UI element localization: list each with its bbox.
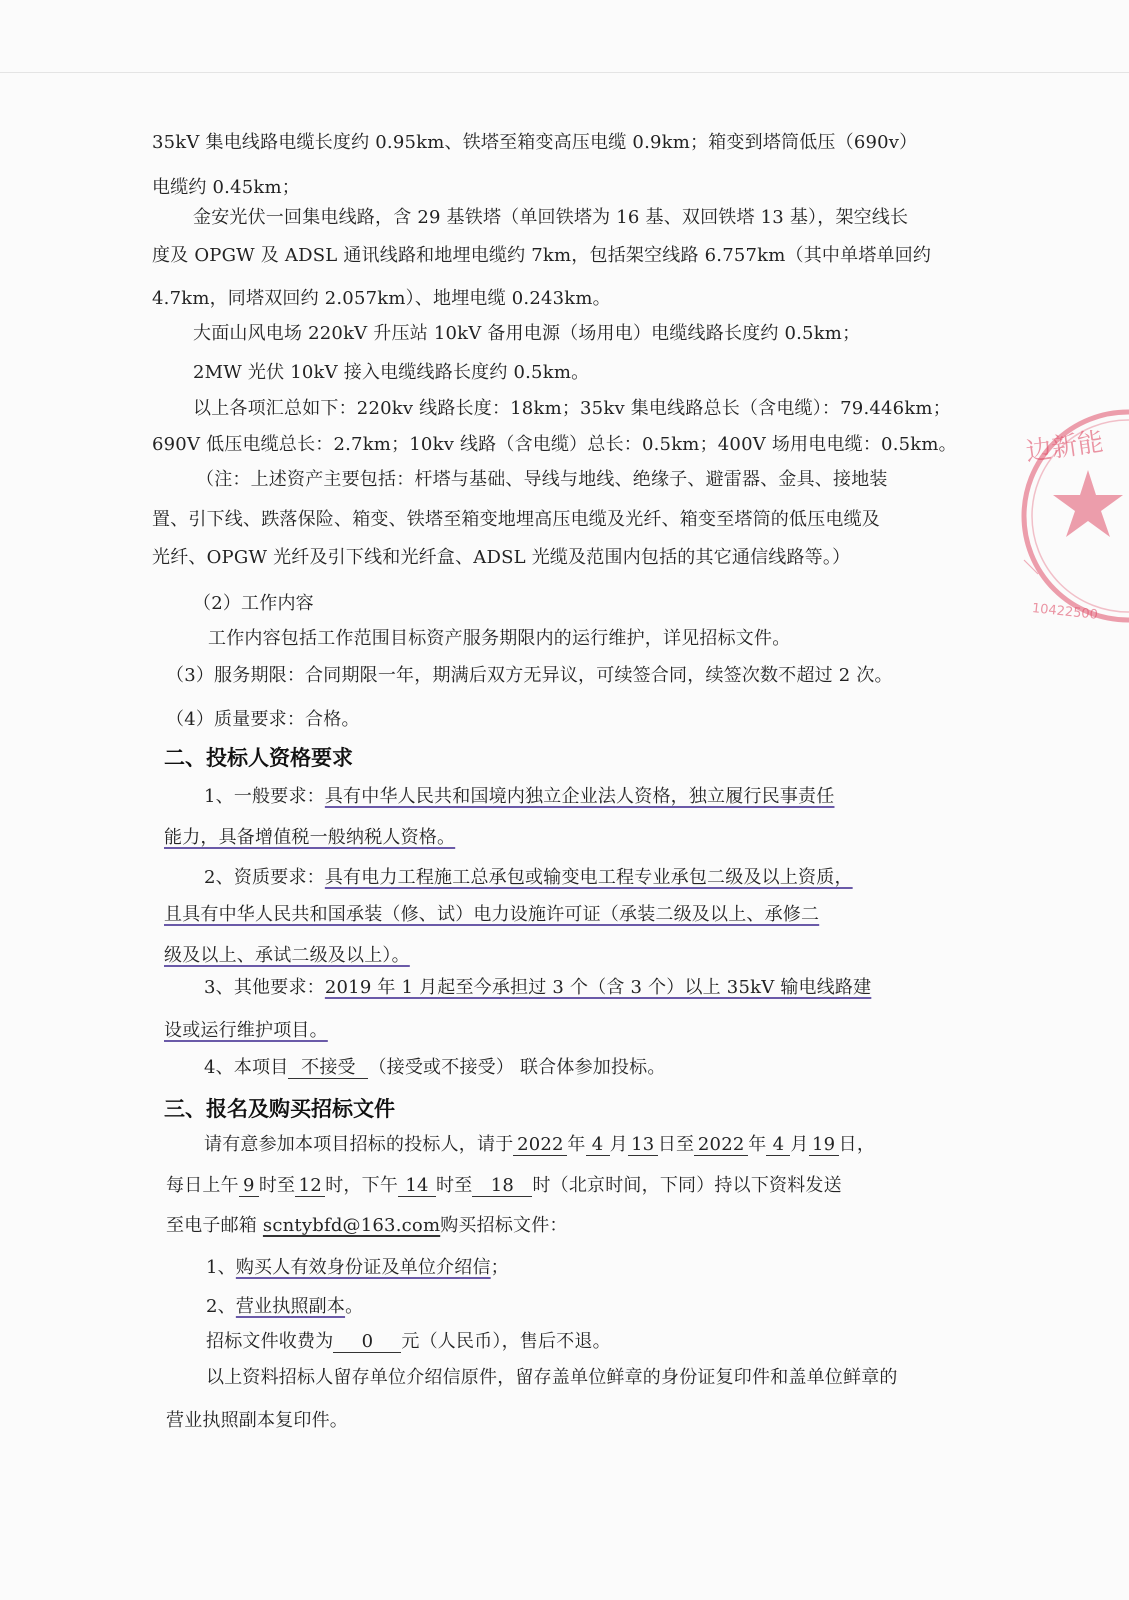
text-line: （注：上述资产主要包括：杆塔与基础、导线与地线、绝缘子、避雷器、金具、接地装 [196, 469, 888, 490]
text-line: 2MW 光伏 10kV 接入电缆线路长度约 0.5km。 [193, 362, 590, 383]
signup-text: 。 [345, 1296, 364, 1317]
pm-end-hour: 18 [472, 1176, 532, 1197]
consortium-blank: 不接受 [288, 1058, 368, 1079]
signup-text: 日， [838, 1134, 876, 1155]
signup-text: 元（人民币），售后不退。 [401, 1331, 611, 1352]
svg-text:10422500: 10422500 [1031, 601, 1099, 623]
requirement-text: 且具有中华人民共和国承装（修、试）电力设施许可证（承装二级及以上、承修二 [164, 904, 820, 925]
requirement-qualification-cont [164, 903, 819, 927]
section-heading-qualification: 二、投标人资格要求 [164, 746, 353, 770]
list-number: 1、 [206, 1257, 236, 1278]
signup-text: 月 [790, 1134, 809, 1155]
text-line: 置、引下线、跌落保险、箱变、铁塔至箱变地埋高压电缆及光纤、箱变至塔筒的低压电缆及 [152, 509, 880, 530]
section-heading-signup: 三、报名及购买招标文件 [164, 1097, 395, 1121]
requirement-other-cont [164, 1019, 328, 1043]
subsection-title: （2）工作内容 [193, 593, 314, 614]
requirement-consortium [204, 1056, 666, 1080]
requirement-label: 3、其他要求： [204, 977, 325, 998]
text-line: 以上各项汇总如下：220kv 线路长度：18km；35kv 集电线路总长（含电缆）：79.446km； [193, 398, 951, 419]
requirement-general-cont [164, 826, 455, 850]
requirement-qualification-cont [164, 944, 410, 968]
signup-text: 时至 [258, 1175, 296, 1196]
signup-text: 日至 [657, 1134, 695, 1155]
requirement-text: 2019 年 1 月起至今承担过 3 个（含 3 个）以上 35kV 输电线路建 [324, 977, 872, 998]
required-doc-1 [206, 1256, 509, 1280]
text-line: 营业执照副本复印件。 [166, 1410, 348, 1431]
signup-text: 请有意参加本项目招标的投标人，请于 [204, 1134, 514, 1155]
text-line: （4）质量要求：合格。 [166, 709, 360, 730]
text-line: （3）服务期限：合同期限一年，期满后双方无异议，可续签合同，续签次数不超过 2 次。 [166, 665, 893, 686]
requirement-text: 具有中华人民共和国境内独立企业法人资格，独立履行民事责任 [324, 786, 835, 807]
svg-text:边新能: 边新能 [1023, 427, 1106, 468]
end-year: 2022 [694, 1135, 748, 1156]
requirement-label: 4、本项目 [204, 1057, 289, 1078]
requirement-text: （接受或不接受） 联合体参加投标。 [368, 1057, 666, 1078]
text-line: 电缆约 0.45km； [152, 177, 300, 198]
start-month: 4 [586, 1135, 610, 1156]
requirement-text: 级及以上、承试二级及以上）。 [164, 945, 410, 966]
am-end-hour: 12 [295, 1176, 325, 1197]
required-doc-2 [206, 1295, 363, 1319]
seal-stamp-icon [1020, 400, 1129, 640]
start-year: 2022 [513, 1135, 567, 1156]
requirement-general [204, 785, 834, 809]
scan-edge-line [0, 72, 1129, 73]
text-line: 690V 低压电缆总长：2.7km；10kv 线路（含电缆）总长：0.5km；400V 场用电电缆：0.5km。 [152, 434, 957, 455]
signup-text: 时至 [436, 1175, 473, 1196]
document-fee [206, 1330, 611, 1354]
signup-text: 招标文件收费为 [206, 1331, 334, 1352]
signup-text: 年 [748, 1134, 767, 1155]
text-line: 4.7km，同塔双回约 2.057km）、地埋电缆 0.243km。 [152, 288, 611, 309]
signup-text: 月 [609, 1134, 628, 1155]
signup-text: 每日上午 [166, 1175, 239, 1196]
required-doc-text: 营业执照副本 [235, 1296, 346, 1317]
text-line: 以上资料招标人留存单位介绍信原件，留存盖单位鲜章的身份证复印件和盖单位鲜章的 [206, 1367, 898, 1388]
text-line: 工作内容包括工作范围目标资产服务期限内的运行维护，详见招标文件。 [208, 628, 791, 649]
requirement-text: 设或运行维护项目。 [164, 1020, 328, 1041]
company-seal [1020, 400, 1129, 640]
signup-period [204, 1133, 875, 1157]
email-address: scntybfd@163.com [262, 1215, 441, 1236]
signup-text: 年 [567, 1134, 586, 1155]
am-start-hour: 9 [239, 1176, 259, 1197]
end-day: 19 [809, 1135, 839, 1156]
signup-text: ； [490, 1257, 509, 1278]
requirement-text: 能力，具备增值税一般纳税人资格。 [164, 827, 456, 848]
start-day: 13 [628, 1135, 658, 1156]
required-doc-text: 购买人有效身份证及单位介绍信 [235, 1257, 491, 1278]
fee-amount: 0 [333, 1332, 401, 1353]
requirement-qualification [204, 866, 853, 890]
signup-text: 购买招标文件： [440, 1215, 568, 1236]
pm-start-hour: 14 [398, 1176, 436, 1197]
requirement-label: 2、资质要求： [204, 867, 325, 888]
text-line: 金安光伏一回集电线路，含 29 基铁塔（单回铁塔为 16 基、双回铁塔 13 基），架空线长 [193, 207, 909, 228]
requirement-other [204, 976, 871, 1000]
signup-text: 时（北京时间，下同）持以下资料发送 [532, 1175, 842, 1196]
requirement-label: 1、一般要求： [204, 786, 325, 807]
signup-text: 时，下午 [325, 1175, 399, 1196]
text-line: 光纤、OPGW 光纤及引下线和光纤盒、ADSL 光缆及范围内包括的其它通信线路等。） [152, 547, 851, 568]
signup-text: 至电子邮箱 [166, 1215, 257, 1236]
text-line: 度及 OPGW 及 ADSL 通讯线路和地埋电缆约 7km，包括架空线路 6.757km（其中单塔单回约 [152, 245, 932, 266]
text-line: 35kV 集电线路电缆长度约 0.95km、铁塔至箱变高压电缆 0.9km；箱变到塔筒低压（690v） [152, 132, 918, 153]
end-month: 4 [766, 1135, 790, 1156]
text-line: 大面山风电场 220kV 升压站 10kV 备用电源（场用电）电缆线路长度约 0.5km； [193, 323, 861, 344]
requirement-text: 具有电力工程施工总承包或输变电工程专业承包二级及以上资质， [324, 867, 853, 888]
list-number: 2、 [206, 1296, 236, 1317]
signup-email [166, 1214, 568, 1238]
signup-hours [166, 1174, 842, 1198]
